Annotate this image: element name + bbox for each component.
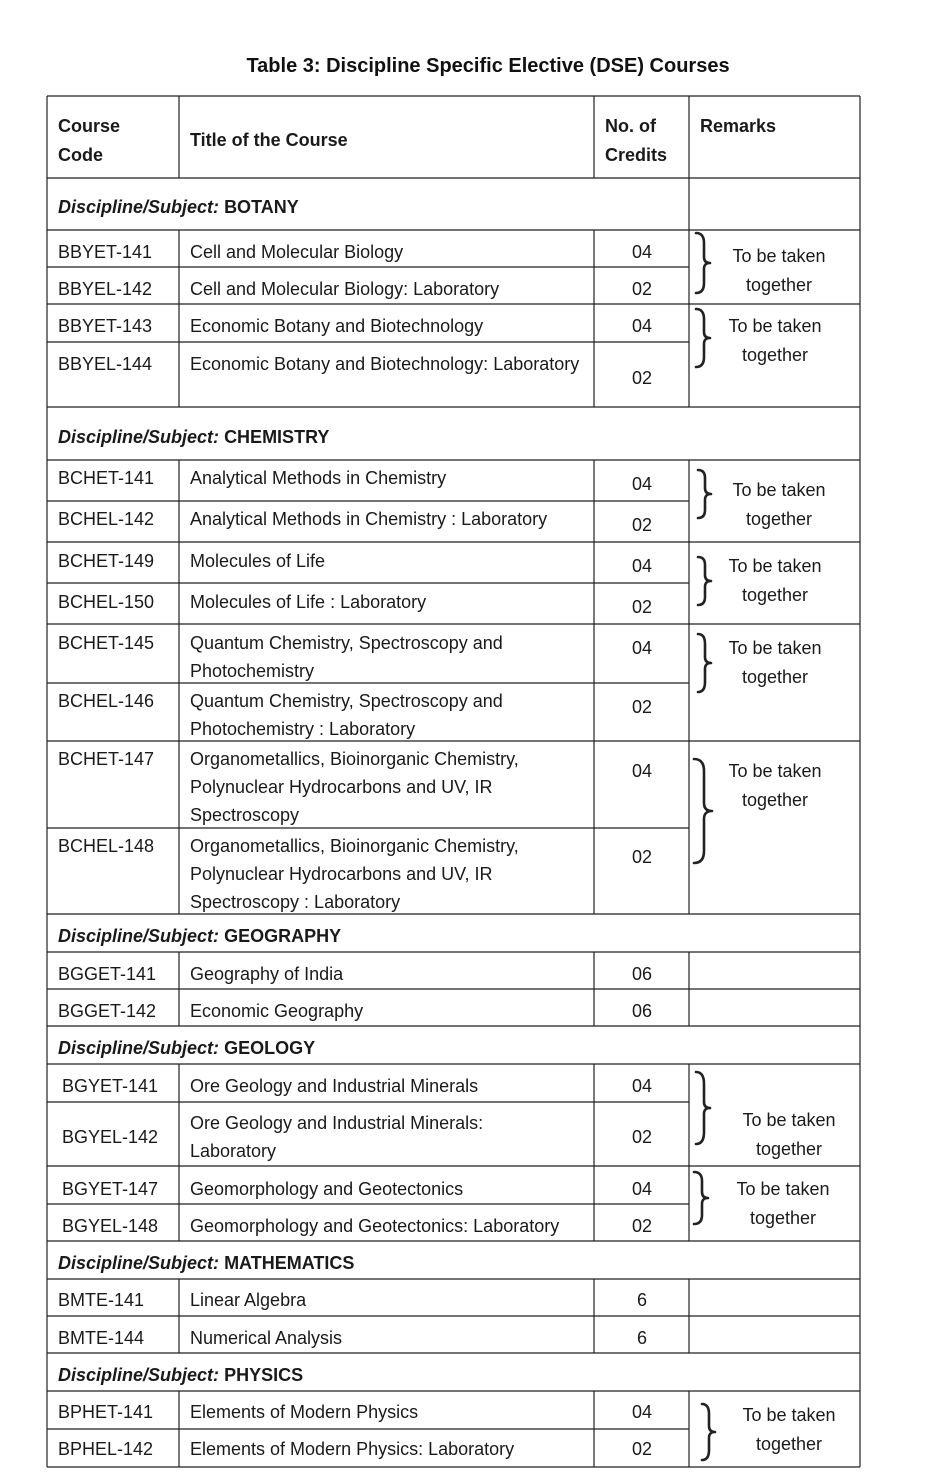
course-credits: 04 [631, 638, 653, 658]
course-credits: 04 [631, 242, 653, 262]
course-code: BMTE-141 [58, 1290, 145, 1310]
course-code: BGYEL-142 [62, 1127, 159, 1147]
course-code: BCHET-141 [58, 468, 155, 488]
remark-text: To be taken together [732, 246, 826, 295]
course-code: BBYET-141 [58, 242, 153, 262]
course-code: BGYET-147 [62, 1179, 159, 1199]
course-credits: 04 [631, 1076, 653, 1096]
course-title: Ore Geology and Industrial Minerals: Laboratory [190, 1113, 484, 1161]
course-title: Organometallics, Bioinorganic Chemistry, Polynuclear Hydrocarbons and UV, IR Spectroscopy : Laboratory [190, 836, 519, 912]
course-title: Geography of India [190, 964, 344, 984]
curly-brace-icon [696, 468, 716, 520]
course-credits: 04 [631, 556, 653, 576]
course-code: BPHEL-142 [58, 1439, 154, 1459]
course-code: BPHET-141 [58, 1402, 154, 1422]
remark-text: To be taken together [728, 316, 822, 365]
course-title: Geomorphology and Geotectonics [190, 1179, 464, 1199]
course-title: Elements of Modern Physics [190, 1402, 419, 1422]
course-credits: 04 [631, 1179, 653, 1199]
course-title: Numerical Analysis [190, 1328, 343, 1348]
course-code: BGGET-142 [58, 1001, 157, 1021]
course-title: Molecules of Life : Laboratory [190, 592, 427, 612]
course-code: BCHET-145 [58, 633, 155, 653]
page-title: Table 3: Discipline Specific Elective (DSE) Courses [246, 55, 730, 77]
course-title: Ore Geology and Industrial Minerals [190, 1076, 479, 1096]
course-credits: 04 [631, 474, 653, 494]
course-code: BBYET-143 [58, 316, 153, 336]
remark-text: To be taken together [742, 1405, 836, 1454]
course-credits: 04 [631, 761, 653, 781]
discipline-heading-physics: Discipline/Subject: PHYSICS [58, 1365, 304, 1385]
course-credits: 02 [631, 515, 653, 535]
course-title: Molecules of Life [190, 551, 326, 571]
course-title: Economic Geography [190, 1001, 364, 1021]
course-code: BGYET-141 [62, 1076, 159, 1096]
course-title: Analytical Methods in Chemistry [190, 468, 447, 488]
header-credits: No. of Credits [605, 116, 668, 165]
course-title: Economic Botany and Biotechnology: Laboratory [190, 354, 580, 374]
course-title: Analytical Methods in Chemistry : Laboratory [190, 509, 548, 529]
course-title: Cell and Molecular Biology [190, 242, 404, 262]
discipline-heading-botany: Discipline/Subject: BOTANY [58, 197, 299, 217]
course-code: BCHET-149 [58, 551, 155, 571]
course-credits: 02 [631, 697, 653, 717]
curly-brace-icon [700, 1402, 720, 1462]
header-course-code: Course Code [58, 116, 121, 165]
course-code: BCHEL-146 [58, 691, 155, 711]
remark-text: To be taken together [728, 761, 822, 810]
course-title: Quantum Chemistry, Spectroscopy and Photochemistry : Laboratory [190, 691, 503, 739]
course-title: Geomorphology and Geotectonics: Laboratory [190, 1216, 560, 1236]
course-credits: 02 [631, 847, 653, 867]
course-code: BCHEL-150 [58, 592, 155, 612]
course-code: BBYEL-144 [58, 354, 153, 374]
course-code: BGYEL-148 [62, 1216, 159, 1236]
course-credits: 02 [631, 368, 653, 388]
course-credits: 06 [631, 1001, 653, 1021]
discipline-heading-chemistry: Discipline/Subject: CHEMISTRY [58, 427, 330, 447]
course-credits: 02 [631, 279, 653, 299]
header-remarks: Remarks [700, 116, 777, 136]
course-credits: 04 [631, 316, 653, 336]
curly-brace-icon [694, 231, 716, 295]
remark-text: To be taken together [742, 1110, 836, 1159]
curly-brace-icon [692, 1170, 714, 1226]
header-course-title: Title of the Course [190, 130, 348, 150]
course-credits: 6 [636, 1290, 647, 1310]
course-code: BCHET-147 [58, 749, 155, 769]
discipline-heading-geography: Discipline/Subject: GEOGRAPHY [58, 926, 342, 946]
course-code: BGGET-141 [58, 964, 157, 984]
course-code: BMTE-144 [58, 1328, 145, 1348]
course-title: Organometallics, Bioinorganic Chemistry, Polynuclear Hydrocarbons and UV, IR Spectroscopy [190, 749, 519, 825]
course-credits: 6 [636, 1328, 647, 1348]
course-credits: 02 [631, 597, 653, 617]
course-title: Quantum Chemistry, Spectroscopy and Photochemistry [190, 633, 503, 681]
remark-text: To be taken together [736, 1179, 830, 1228]
remark-text: To be taken together [728, 556, 822, 605]
course-code: BCHEL-142 [58, 509, 155, 529]
course-title: Linear Algebra [190, 1290, 307, 1310]
course-credits: 02 [631, 1216, 653, 1236]
remark-text: To be taken together [732, 480, 826, 529]
remark-text: To be taken together [728, 638, 822, 687]
course-credits: 04 [631, 1402, 653, 1422]
course-code: BBYEL-142 [58, 279, 153, 299]
discipline-heading-geology: Discipline/Subject: GEOLOGY [58, 1038, 316, 1058]
course-title: Cell and Molecular Biology: Laboratory [190, 279, 500, 299]
course-code: BCHEL-148 [58, 836, 155, 856]
course-title: Economic Botany and Biotechnology [190, 316, 484, 336]
course-title: Elements of Modern Physics: Laboratory [190, 1439, 515, 1459]
course-credits: 02 [631, 1127, 653, 1147]
course-credits: 06 [631, 964, 653, 984]
course-credits: 02 [631, 1439, 653, 1459]
curly-brace-icon [694, 1070, 716, 1146]
discipline-heading-mathematics: Discipline/Subject: MATHEMATICS [58, 1253, 355, 1273]
